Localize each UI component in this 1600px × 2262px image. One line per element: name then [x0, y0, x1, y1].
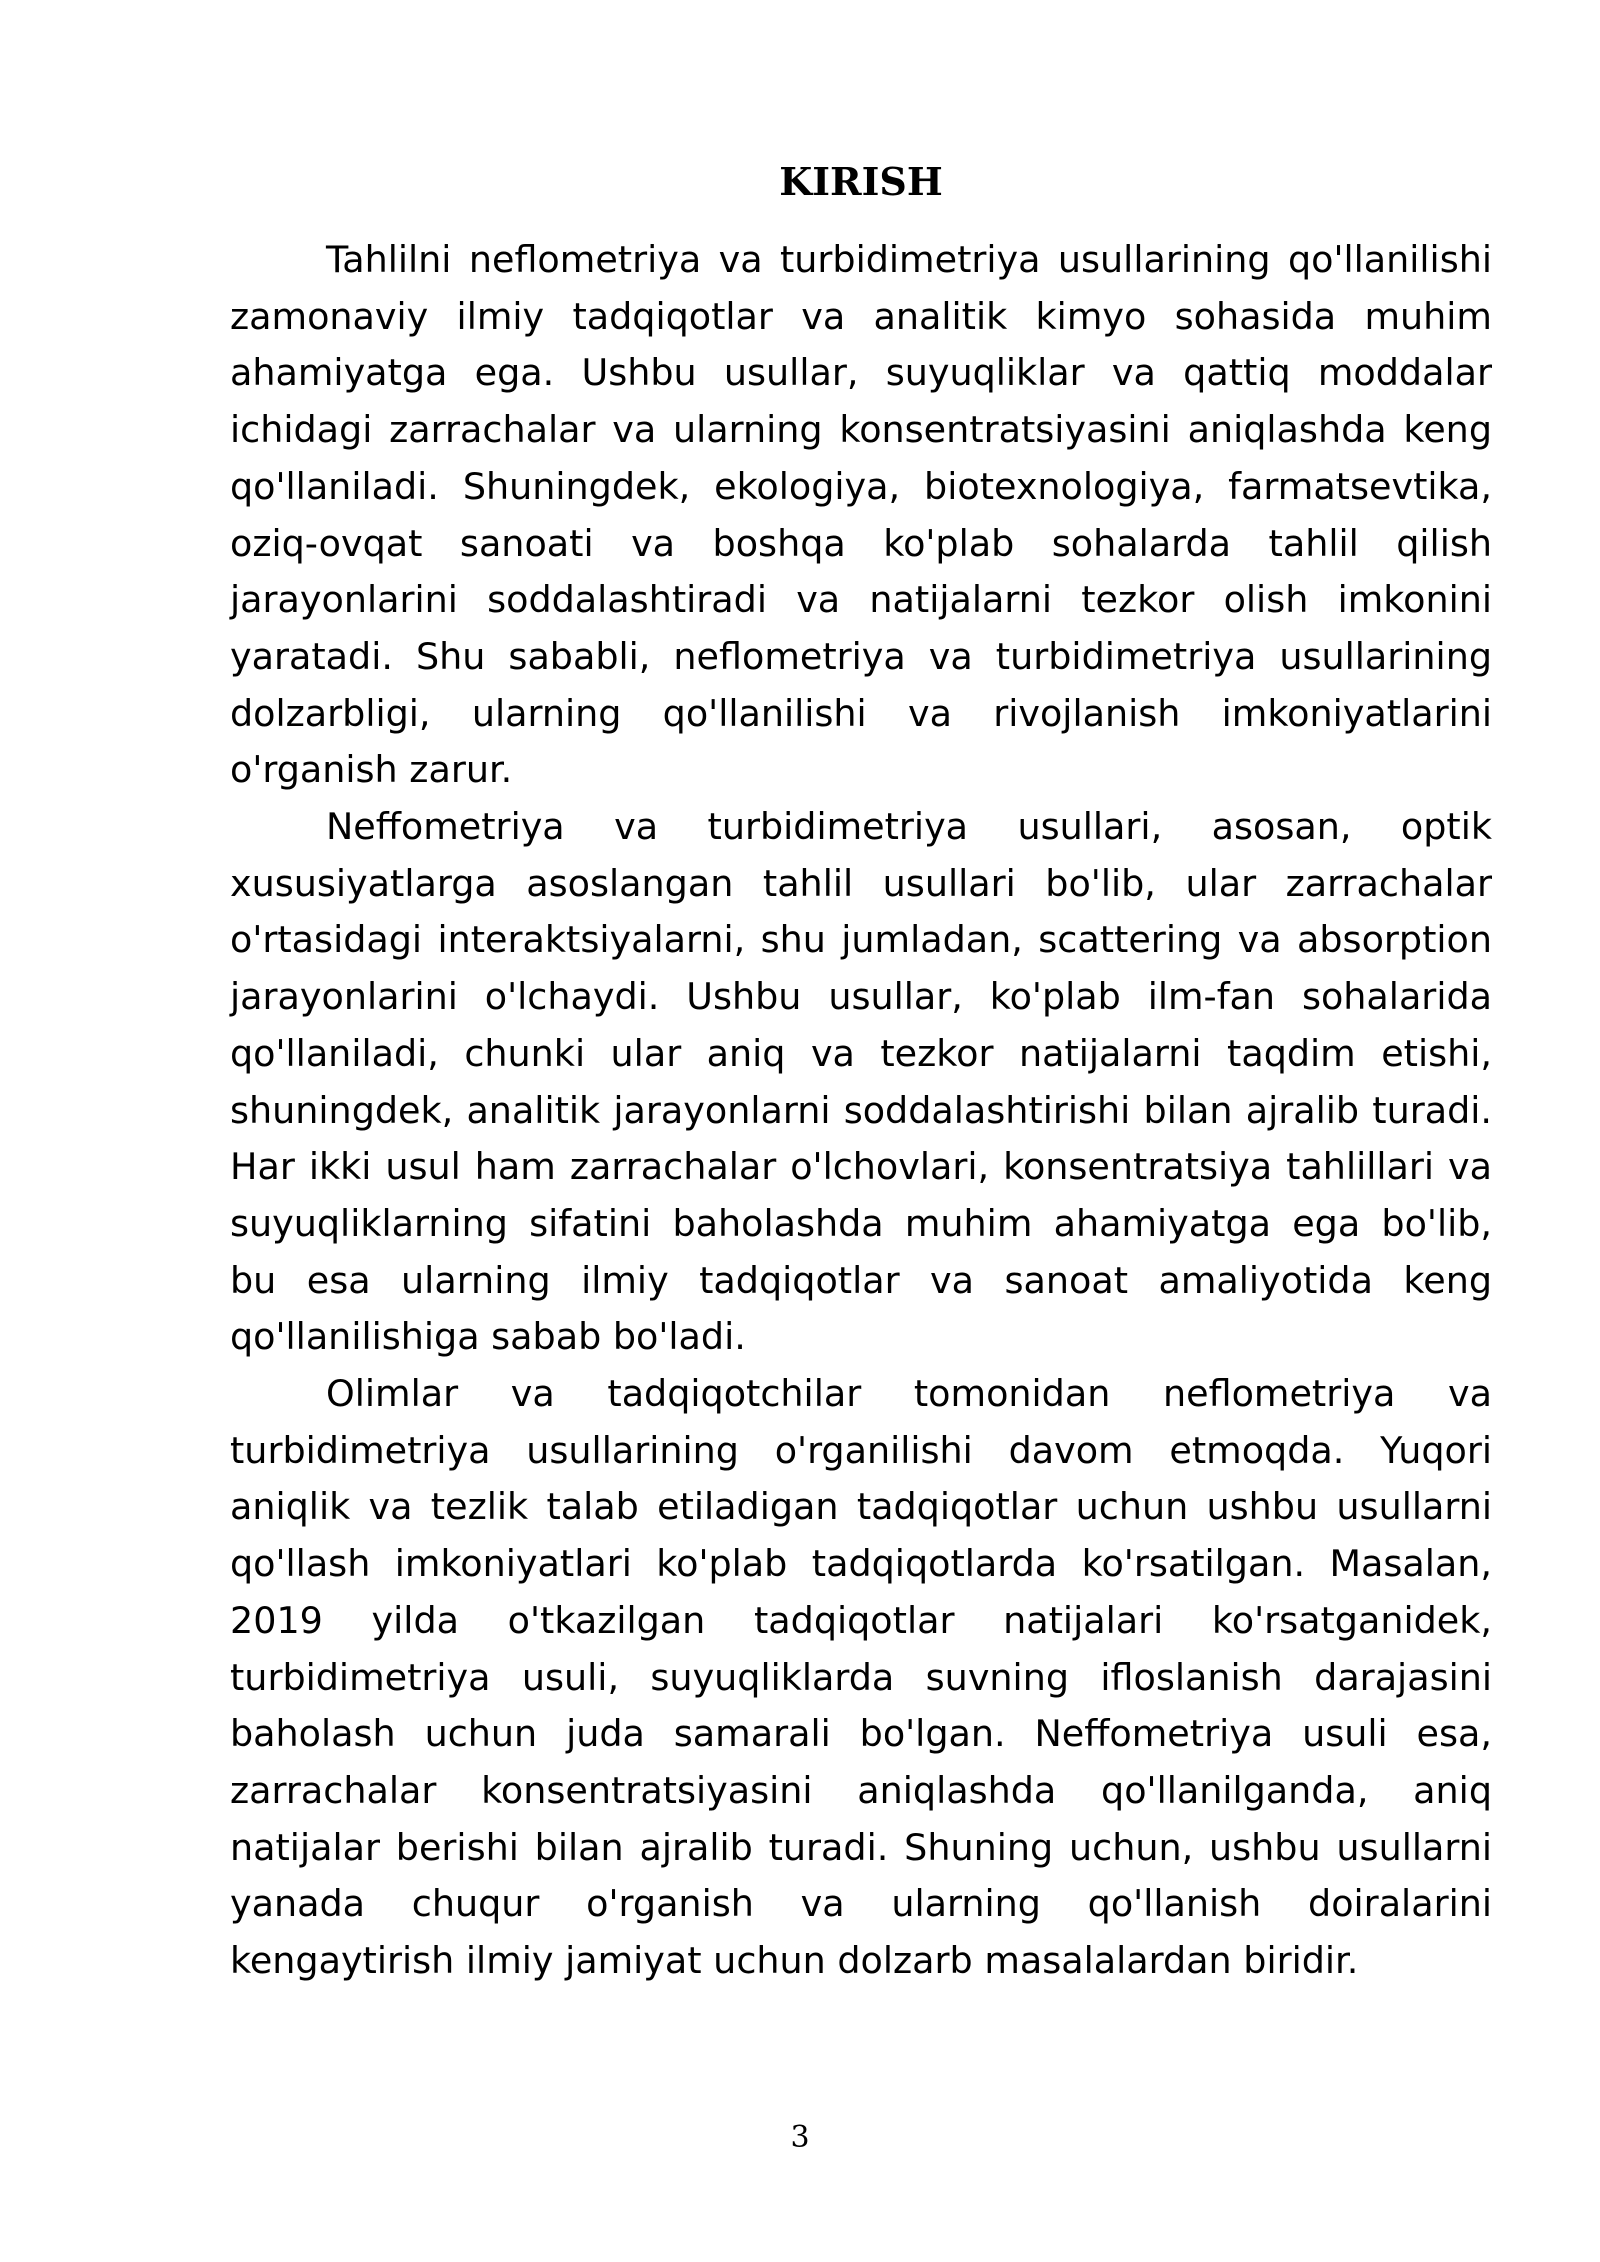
page-number: 3	[790, 2120, 810, 2155]
paragraph-2: Neffometriya va turbidimetriya usullari, asosan, optik xususiyatlarga asoslangan tahlil usullari bo'lib, ular zarrachalar o'rtasidagi interaktsiyalarni, shu jumladan, scattering va absorption jarayonlarini o'lchaydi. Ushbu usullar, ko'plab ilm-fan sohalarida qo'llaniladi, chunki ular aniq va tezkor natijalarni taqdim etishi, shuningdek, analitik jarayonlarni soddalashtirishi bilan ajralib turadi. Har ikki usul ham zarrachalar o'lchovlari, konsentratsiya tahlillari va suyuqliklarning sifatini baholashda muhim ahamiyatga ega bo'lib, bu esa ularning ilmiy tadqiqotlar va sanoat amaliyotida keng qo'llanilishiga sabab bo'ladi.	[230, 805, 1492, 1359]
paragraph-1: Tahlilni neflometriya va turbidimetriya usullarining qo'llanilishi zamonaviy ilmiy tadqiqotlar va analitik kimyo sohasida muhim ahamiyatga ega. Ushbu usullar, suyuqliklar va qattiq moddalar ichidagi zarrachalar va ularning konsentratsiyasini aniqlashda keng qo'llaniladi. Shuningdek, ekologiya, biotexnologiya, farmatsevtika, oziq-ovqat sanoati va boshqa ko'plab sohalarda tahlil qilish jarayonlarini soddalashtiradi va natijalarni tezkor olish imkonini yaratadi. Shu sababli, neflometriya va turbidimetriya usullarining dolzarbligi, ularning qo'llanilishi va rivojlanish imkoniyatlarini o'rganish zarur.	[230, 238, 1492, 792]
section-title: KIRISH	[779, 159, 943, 204]
paragraph-3: Olimlar va tadqiqotchilar tomonidan neflometriya va turbidimetriya usullarining o'rganilishi davom etmoqda. Yuqori aniqlik va tezlik talab etiladigan tadqiqotlar uchun ushbu usullarni qo'llash imkoniyatlari ko'plab tadqiqotlarda ko'rsatilgan. Masalan, 2019 yilda o'tkazilgan tadqiqotlar natijalari ko'rsatganidek, turbidimetriya usuli, suyuqliklarda suvning ifloslanish darajasini baholash uchun juda samarali bo'lgan. Neffometriya usuli esa, zarrachalar konsentratsiyasini aniqlashda qo'llanilganda, aniq natijalar berishi bilan ajralib turadi. Shuning uchun, ushbu usullarni yanada chuqur o'rganish va ularning qo'llanish doiralarini kengaytirish ilmiy jamiyat uchun dolzarb masalalardan biridir.	[230, 1372, 1492, 1983]
page-content	[230, 150, 1492, 1990]
